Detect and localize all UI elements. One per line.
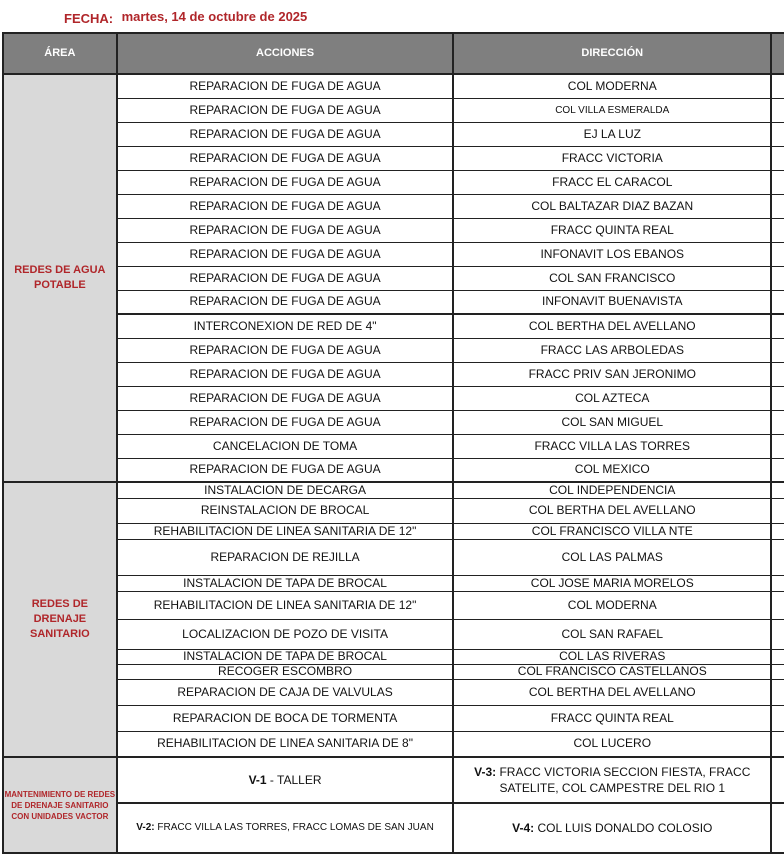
extra-cell xyxy=(771,314,784,338)
vactor-v2-text: FRACC VILLA LAS TORRES, FRACC LOMAS DE SAN JUAN xyxy=(154,822,434,833)
extra-cell xyxy=(771,482,784,498)
accion-cell: REINSTALACION DE BROCAL xyxy=(117,498,454,523)
vactor-v3-text: FRACC VICTORIA SECCION FIESTA, FRACC SATELITE, COL CAMPESTRE DEL RIO 1 xyxy=(496,765,751,795)
accion-cell: INSTALACION DE TAPA DE BROCAL xyxy=(117,649,454,664)
vactor-v3-label: V-3: xyxy=(474,765,497,779)
direccion-cell: COL BERTHA DEL AVELLANO xyxy=(453,314,771,338)
table-row xyxy=(3,98,784,122)
extra-cell xyxy=(771,591,784,619)
extra-cell xyxy=(771,803,784,853)
section-vactor xyxy=(3,757,784,853)
table-row xyxy=(3,290,784,314)
accion-cell: INTERCONEXION DE RED DE 4" xyxy=(117,314,454,338)
accion-cell: REPARACION DE FUGA DE AGUA xyxy=(117,290,454,314)
table-row xyxy=(3,242,784,266)
direccion-cell: FRACC QUINTA REAL xyxy=(453,218,771,242)
extra-cell xyxy=(771,386,784,410)
extra-cell xyxy=(771,679,784,705)
direccion-cell: COL SAN MIGUEL xyxy=(453,410,771,434)
table-row xyxy=(3,575,784,591)
table-row xyxy=(3,649,784,664)
column-header-acciones: ACCIONES xyxy=(117,33,454,74)
direccion-cell: COL LAS RIVERAS xyxy=(453,649,771,664)
section-drenaje-sanitario xyxy=(3,482,784,757)
accion-cell: REPARACION DE FUGA DE AGUA xyxy=(117,146,454,170)
vactor-row xyxy=(3,803,784,853)
table-row xyxy=(3,146,784,170)
vactor-v2-cell xyxy=(117,803,454,853)
accion-cell: REPARACION DE FUGA DE AGUA xyxy=(117,266,454,290)
column-header-area: ÁREA xyxy=(3,33,117,74)
table-row xyxy=(3,122,784,146)
accion-cell: REHABILITACION DE LINEA SANITARIA DE 8" xyxy=(117,731,454,757)
direccion-cell: EJ LA LUZ xyxy=(453,122,771,146)
section-agua-potable xyxy=(3,74,784,482)
table-row xyxy=(3,664,784,679)
accion-cell: REPARACION DE FUGA DE AGUA xyxy=(117,410,454,434)
accion-cell: CANCELACION DE TOMA xyxy=(117,434,454,458)
column-header-extra xyxy=(771,33,784,74)
direccion-cell: FRACC PRIV SAN JERONIMO xyxy=(453,362,771,386)
date-header xyxy=(64,8,307,26)
table-row xyxy=(3,434,784,458)
accion-cell: INSTALACION DE TAPA DE BROCAL xyxy=(117,575,454,591)
activity-table xyxy=(2,32,784,854)
table-row xyxy=(3,170,784,194)
direccion-cell: COL SAN FRANCISCO xyxy=(453,266,771,290)
vactor-v1-label: V-1 xyxy=(248,773,267,787)
direccion-cell: COL SAN RAFAEL xyxy=(453,619,771,649)
table-row xyxy=(3,539,784,575)
accion-cell: REPARACION DE FUGA DE AGUA xyxy=(117,338,454,362)
vactor-v1-cell xyxy=(117,757,454,803)
date-value: martes, 14 de octubre de 2025 xyxy=(121,9,308,24)
vactor-row xyxy=(3,757,784,803)
extra-cell xyxy=(771,757,784,803)
table-row xyxy=(3,338,784,362)
accion-cell: REHABILITACION DE LINEA SANITARIA DE 12" xyxy=(117,523,454,539)
accion-cell: REPARACION DE FUGA DE AGUA xyxy=(117,74,454,98)
table-row xyxy=(3,679,784,705)
direccion-cell: COL MEXICO xyxy=(453,458,771,482)
extra-cell xyxy=(771,74,784,98)
vactor-v4-cell xyxy=(453,803,771,853)
extra-cell xyxy=(771,146,784,170)
table-row xyxy=(3,410,784,434)
accion-cell: REPARACION DE FUGA DE AGUA xyxy=(117,98,454,122)
extra-cell xyxy=(771,575,784,591)
table-header-row xyxy=(3,33,784,74)
table-row xyxy=(3,74,784,98)
table-row xyxy=(3,619,784,649)
table-row xyxy=(3,523,784,539)
date-label: FECHA: xyxy=(64,11,114,26)
accion-cell: REPARACION DE FUGA DE AGUA xyxy=(117,362,454,386)
table-row xyxy=(3,458,784,482)
column-header-direccion: DIRECCIÓN xyxy=(453,33,771,74)
direccion-cell: COL LUCERO xyxy=(453,731,771,757)
accion-cell: REPARACION DE CAJA DE VALVULAS xyxy=(117,679,454,705)
area-label-vactor: MANTENIMIENTO DE REDES DE DRENAJE SANITARIO CON UNIDADES VACTOR xyxy=(3,757,117,853)
accion-cell: INSTALACION DE DECARGA xyxy=(117,482,454,498)
extra-cell xyxy=(771,619,784,649)
extra-cell xyxy=(771,649,784,664)
table-row xyxy=(3,731,784,757)
direccion-cell: FRACC QUINTA REAL xyxy=(453,705,771,731)
direccion-cell: FRACC EL CARACOL xyxy=(453,170,771,194)
extra-cell xyxy=(771,194,784,218)
extra-cell xyxy=(771,731,784,757)
vactor-v2-label: V-2: xyxy=(136,822,155,833)
table-row xyxy=(3,314,784,338)
direccion-cell: COL JOSE MARIA MORELOS xyxy=(453,575,771,591)
extra-cell xyxy=(771,539,784,575)
accion-cell: RECOGER ESCOMBRO xyxy=(117,664,454,679)
direccion-cell: INFONAVIT LOS EBANOS xyxy=(453,242,771,266)
direccion-cell: COL MODERNA xyxy=(453,591,771,619)
extra-cell xyxy=(771,664,784,679)
extra-cell xyxy=(771,362,784,386)
table-row xyxy=(3,591,784,619)
accion-cell: REPARACION DE FUGA DE AGUA xyxy=(117,218,454,242)
extra-cell xyxy=(771,266,784,290)
extra-cell xyxy=(771,170,784,194)
extra-cell xyxy=(771,290,784,314)
extra-cell xyxy=(771,410,784,434)
table-row xyxy=(3,498,784,523)
accion-cell: REPARACION DE FUGA DE AGUA xyxy=(117,458,454,482)
direccion-cell: COL LAS PALMAS xyxy=(453,539,771,575)
extra-cell xyxy=(771,705,784,731)
direccion-cell: COL BERTHA DEL AVELLANO xyxy=(453,679,771,705)
accion-cell: REPARACION DE FUGA DE AGUA xyxy=(117,242,454,266)
accion-cell: REPARACION DE BOCA DE TORMENTA xyxy=(117,705,454,731)
direccion-cell: INFONAVIT BUENAVISTA xyxy=(453,290,771,314)
direccion-cell: COL VILLA ESMERALDA xyxy=(453,98,771,122)
direccion-cell: COL AZTECA xyxy=(453,386,771,410)
accion-cell: REPARACION DE FUGA DE AGUA xyxy=(117,122,454,146)
accion-cell: REPARACION DE FUGA DE AGUA xyxy=(117,170,454,194)
table-row xyxy=(3,482,784,498)
table-row xyxy=(3,218,784,242)
activity-report-sheet xyxy=(2,32,784,854)
vactor-v4-label: V-4: xyxy=(512,821,535,835)
table-row xyxy=(3,362,784,386)
extra-cell xyxy=(771,98,784,122)
vactor-v1-text: - TALLER xyxy=(266,773,322,787)
extra-cell xyxy=(771,458,784,482)
direccion-cell: FRACC VICTORIA xyxy=(453,146,771,170)
direccion-cell: FRACC VILLA LAS TORRES xyxy=(453,434,771,458)
direccion-cell: COL BALTAZAR DIAZ BAZAN xyxy=(453,194,771,218)
accion-cell: REPARACION DE REJILLA xyxy=(117,539,454,575)
extra-cell xyxy=(771,122,784,146)
accion-cell: LOCALIZACION DE POZO DE VISITA xyxy=(117,619,454,649)
vactor-v3-cell xyxy=(453,757,771,803)
table-row xyxy=(3,705,784,731)
vactor-v4-text: COL LUIS DONALDO COLOSIO xyxy=(534,821,713,835)
direccion-cell: COL FRANCISCO VILLA NTE xyxy=(453,523,771,539)
direccion-cell: COL FRANCISCO CASTELLANOS xyxy=(453,664,771,679)
extra-cell xyxy=(771,242,784,266)
accion-cell: REHABILITACION DE LINEA SANITARIA DE 12" xyxy=(117,591,454,619)
extra-cell xyxy=(771,218,784,242)
direccion-cell: COL BERTHA DEL AVELLANO xyxy=(453,498,771,523)
table-row xyxy=(3,386,784,410)
direccion-cell: COL INDEPENDENCIA xyxy=(453,482,771,498)
area-label-drenaje-sanitario: REDES DE DRENAJE SANITARIO xyxy=(3,482,117,757)
direccion-cell: COL MODERNA xyxy=(453,74,771,98)
extra-cell xyxy=(771,338,784,362)
accion-cell: REPARACION DE FUGA DE AGUA xyxy=(117,386,454,410)
extra-cell xyxy=(771,434,784,458)
table-row xyxy=(3,194,784,218)
extra-cell xyxy=(771,498,784,523)
accion-cell: REPARACION DE FUGA DE AGUA xyxy=(117,194,454,218)
table-row xyxy=(3,266,784,290)
direccion-cell: FRACC LAS ARBOLEDAS xyxy=(453,338,771,362)
extra-cell xyxy=(771,523,784,539)
area-label-agua-potable: REDES DE AGUA POTABLE xyxy=(3,74,117,482)
